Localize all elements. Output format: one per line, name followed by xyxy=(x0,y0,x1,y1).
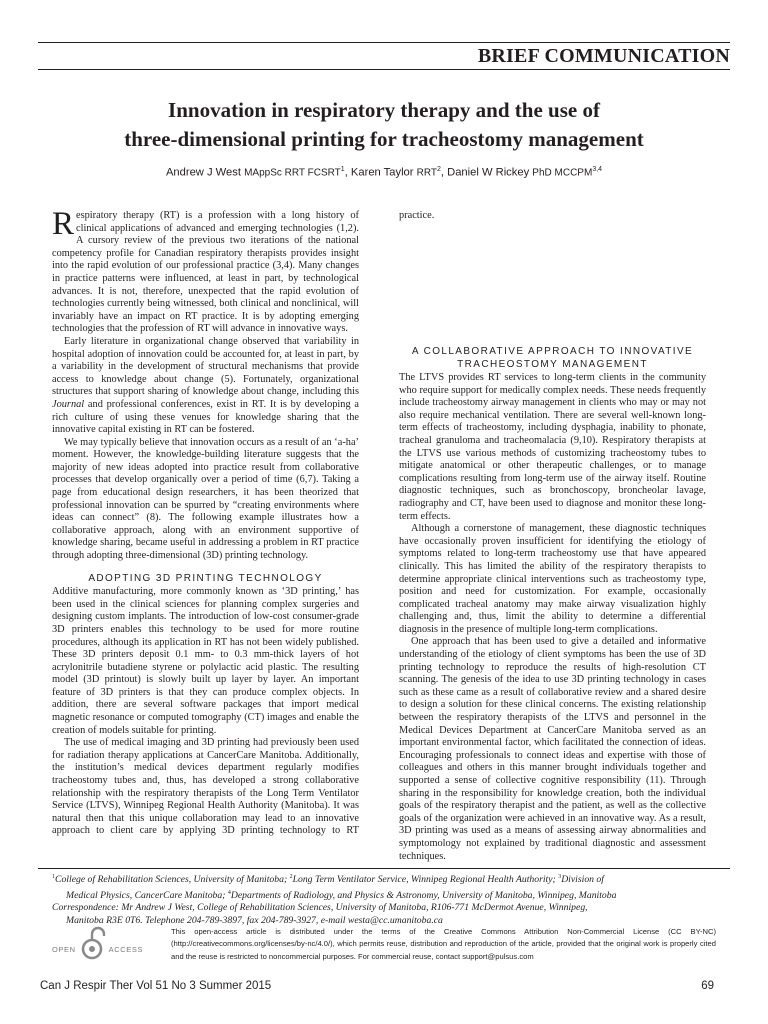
page-number: 69 xyxy=(701,980,714,992)
correspondence-line-2: Manitoba R3E 0T6. Telephone 204-789-3897, fax 204-789-3927, e-mail westa@cc.umanitoba.ca xyxy=(66,914,443,926)
section-heading-line-2: TRACHEOSTOMY MANAGEMENT xyxy=(457,358,648,370)
author-2-credentials: RRT xyxy=(416,167,437,179)
paragraph-innovation: We may typically believe that innovation occurs as a result of an ‘a-ha’ moment. However, the knowledge-building literature suggests that the majority of new ideas adopted into practice result from collaborative processes that develop organically over a period of time (6,7). Taking a page from educational design researchers, it has been theorized that professional innovation can be spurred by “creating environments where ideas can connect” (8). The following example illustrates how a collaborative approach, along with an environment supportive of knowledge sharing, became useful in addressing a problem in RT practice through adopting three-dimensional (3D) printing technology. xyxy=(52,436,359,562)
paragraph-ltvs: The LTVS provides RT services to long-term clients in the community who require support for medically complex needs. These needs frequently include tracheostomy airway management in clients who may or may not also require mechanical ventilation. There are several well-known long-term effects of tracheostomy, including dysphagia, inability to phonate, tracheal granuloma and tracheomalacia (9,10). Respiratory therapists at the LTVS use various methods of customizing tracheostomy tubes to mitigate anatomical or other therapeutic challenges, or to manage complications resulting from long-term use of the airway itself. Routine diagnostic techniques, such as bronchoscopy, broncheolar lavage, radiography and CT, have been used to diagnose and monitor these long-term effects. xyxy=(399,372,706,522)
paragraph-organizational-change xyxy=(52,336,359,437)
section-heading-collaborative xyxy=(399,346,706,371)
paragraph-intro xyxy=(52,206,359,336)
paragraph-medical-imaging: The use of medical imaging and 3D printing had previously been used for radiation therapy applications at CancerCare Manitoba. Additionally, the institution’s medical devices department regularly modifies tracheostomy tubes and, thus, has developed a strong collaborative relationship with the respiratory therapists of the Long Term Ventilator Service (LTVS), Winnipeg Regional Health Authority (Manitoba). It was natural then that this unique collaboration may lead to an innovative approach to client care by applying 3D printing technology to RT xyxy=(52,737,359,837)
paragraph-continued: practice. xyxy=(399,210,435,221)
author-1-name: Andrew J West xyxy=(165,166,241,179)
paragraph-text: Early literature in organizational change observed that variability in hospital adoption of innovation could be accounted for, at least in part, by a variability in the development of structural mechanisms that provide access to knowledge about change (5). Fortunately, organizational structures that support sharing of knowledge about change, including this xyxy=(52,335,359,398)
affiliations xyxy=(52,871,716,927)
affiliation-text: Medical Physics, CancerCare Manitoba; xyxy=(66,889,228,901)
license-statement: This open-access article is distributed under the terms of the Creative Commons Attribution Non-Commercial License (CC BY-NC) (http://creativecommons.org/licenses/by-nc/4.0/), which permits reuse, distribution and reproduction of the article, provided that the original work is properly cited and the reuse is restricted to noncommercial purposes. For commercial reuse, contact support@pulsus.com xyxy=(171,927,716,961)
section-header: BRIEF COMMUNICATION xyxy=(477,45,730,67)
paragraph-additive-manufacturing: Additive manufacturing, more commonly known as ‘3D printing,’ has been used in the clinical sciences for planning complex surgeries and designing custom implants. The introduction of low-cost consumer-grade 3D printers enables this technology to be used for more routine procedures, although its application in RT has not been widely published. These 3D printers deposit 0.1 mm- to 0.3 mm-thick layers of hot acrylonitrile butadiene styrene or polylactic acid plastic. The resulting model (3D printout) is slowly built up layer by layer. An important feature of 3D printers is that they can produce complex objects. In addition, there are several software packages that import medical magnetic resonance or computed tomography (CT) images and enable the creation of models suitable for printing. xyxy=(52,586,359,736)
paragraph-approach: One approach that has been used to give a detailed and informative understanding of the etiology of client symptoms has been the use of 3D printing technology to reproduce the results of high-resolution CT scanning. The genesis of the idea to use 3D printing technology in cases such as these came as a result of collaborative review and a shared desire to design a solution for these clinical concerns. The existing relationship between the respiratory therapists of the LTVS and personnel in the Medical Devices Department at CancerCare Manitoba served as an important environmental factor, which facilitated the connection of ideas. Encouraging professionals to connect ideas and expertise with those of colleagues and others in this manner brought individuals together and supported a sense of collective cognitive responsibility (11). Through sharing in the responsibility for knowledge creation, both the individual goals of the respiratory therapist and the patient, as well as the collective goals of the organization were achieved in an innovative way. As a result, 3D printing was used as a means of assessing airway abnormalities and symptomology not explained by traditional diagnostic and assessment techniques. xyxy=(399,636,706,862)
affiliation-text: College of Rehabilitation Sciences, University of Manitoba; xyxy=(55,874,290,886)
author-1-affiliation: 1 xyxy=(340,166,345,173)
header-rule-top xyxy=(38,42,730,43)
author-3-name: Daniel W Rickey xyxy=(447,166,530,179)
article-title xyxy=(60,96,708,154)
paragraph-diagnostic-techniques: Although a cornerstone of management, these diagnostic techniques have occasionally proven insufficient for identifying the etiology of symptoms related to long-term tracheostomy use that have appeared clinically. This has limited the ability of the respiratory therapists to determine appropriate clinical interventions such as tracheostomy type, position and need for customization. For example, occasionally complicated tracheal anatomy may make airway visualization highly challenging and, thus, limit the ability to determine a differential diagnosis in the presence of multiple long-term complications. xyxy=(399,523,706,635)
correspondence-line-1: Correspondence: Mr Andrew J West, College of Rehabilitation Sciences, University of Manitoba, R106-771 McDermot Avenue, Winnipeg, xyxy=(52,902,588,914)
body-column-right xyxy=(399,210,706,863)
affiliation-sup: 4 xyxy=(227,889,231,896)
access-label: ACCESS xyxy=(108,945,144,954)
affiliation-text: Departments of Radiology, and Physics & Astronomy, University of Manitoba, Winnipeg, Manitoba xyxy=(230,889,617,901)
open-access-label xyxy=(52,945,143,954)
footer-journal-citation: Can J Respir Ther Vol 51 No 3 Summer 2015 xyxy=(40,980,272,992)
section-heading-line-1: A COLLABORATIVE APPROACH TO INNOVATIVE xyxy=(411,346,694,357)
author-1-credentials: MAppSc RRT FCSRT xyxy=(244,167,341,179)
footnote-rule xyxy=(38,868,730,869)
affiliation-line-1 xyxy=(52,871,716,887)
header-rule-bottom xyxy=(38,69,730,70)
author-2-name: Karen Taylor xyxy=(350,166,414,179)
paragraph-intro-text: espiratory therapy (RT) is a profession with a long history of clinical applications of advanced and emerging technologies (1,2). A cursory review of the previous two iterations of the national competency profile for Canadian respiratory therapists provides insight into the rapid evolution of our professional practice (3,4). Many changes in practice patterns were influenced, at least in part, by technological advances. It is not, therefore, unexpected that the rapid evolution of technologies currently being witnessed, both clinical and nonclinical, will invariably have an impact on RT practice. It is by adopting emerging technologies that the profession of RT will advance in innovative ways. xyxy=(52,210,359,335)
body-column-left xyxy=(52,206,359,838)
journal-italic: Journal xyxy=(52,398,85,410)
drop-cap: R xyxy=(52,206,75,242)
affiliation-sup: 1 xyxy=(52,874,55,880)
author-3-affiliation: 3,4 xyxy=(592,166,603,173)
author-line: Andrew J West MAppSc RRT FCSRT$^1$, Karen Taylor RRT$^2$, Daniel W Rickey PhD MCCPM$^{3,4}$ xyxy=(165,166,603,179)
paragraph-text: and professional conferences, exist in RT. It is by developing a rich culture of using these venues for knowledge sharing that the innovative capital existing in RT can be fostered. xyxy=(52,398,359,436)
author-3-credentials: PhD MCCPM xyxy=(532,167,593,179)
affiliation-text: Division of xyxy=(561,874,604,886)
paragraph-continued-wrap xyxy=(399,210,706,336)
title-line-1: Innovation in respiratory therapy and the use of xyxy=(168,98,600,122)
open-label: OPEN xyxy=(52,945,76,954)
title-line-2: three-dimensional printing for tracheostomy management xyxy=(124,127,644,151)
affiliation-sup: 2 xyxy=(289,874,293,880)
section-heading-3d-printing: ADOPTING 3D PRINTING TECHNOLOGY xyxy=(88,572,323,584)
affiliation-line-2 xyxy=(52,887,716,903)
affiliation-text: Long Term Ventilator Service, Winnipeg Regional Health Authority; xyxy=(292,874,559,886)
author-2-affiliation: 2 xyxy=(437,166,441,173)
affiliation-sup: 3 xyxy=(558,874,562,880)
